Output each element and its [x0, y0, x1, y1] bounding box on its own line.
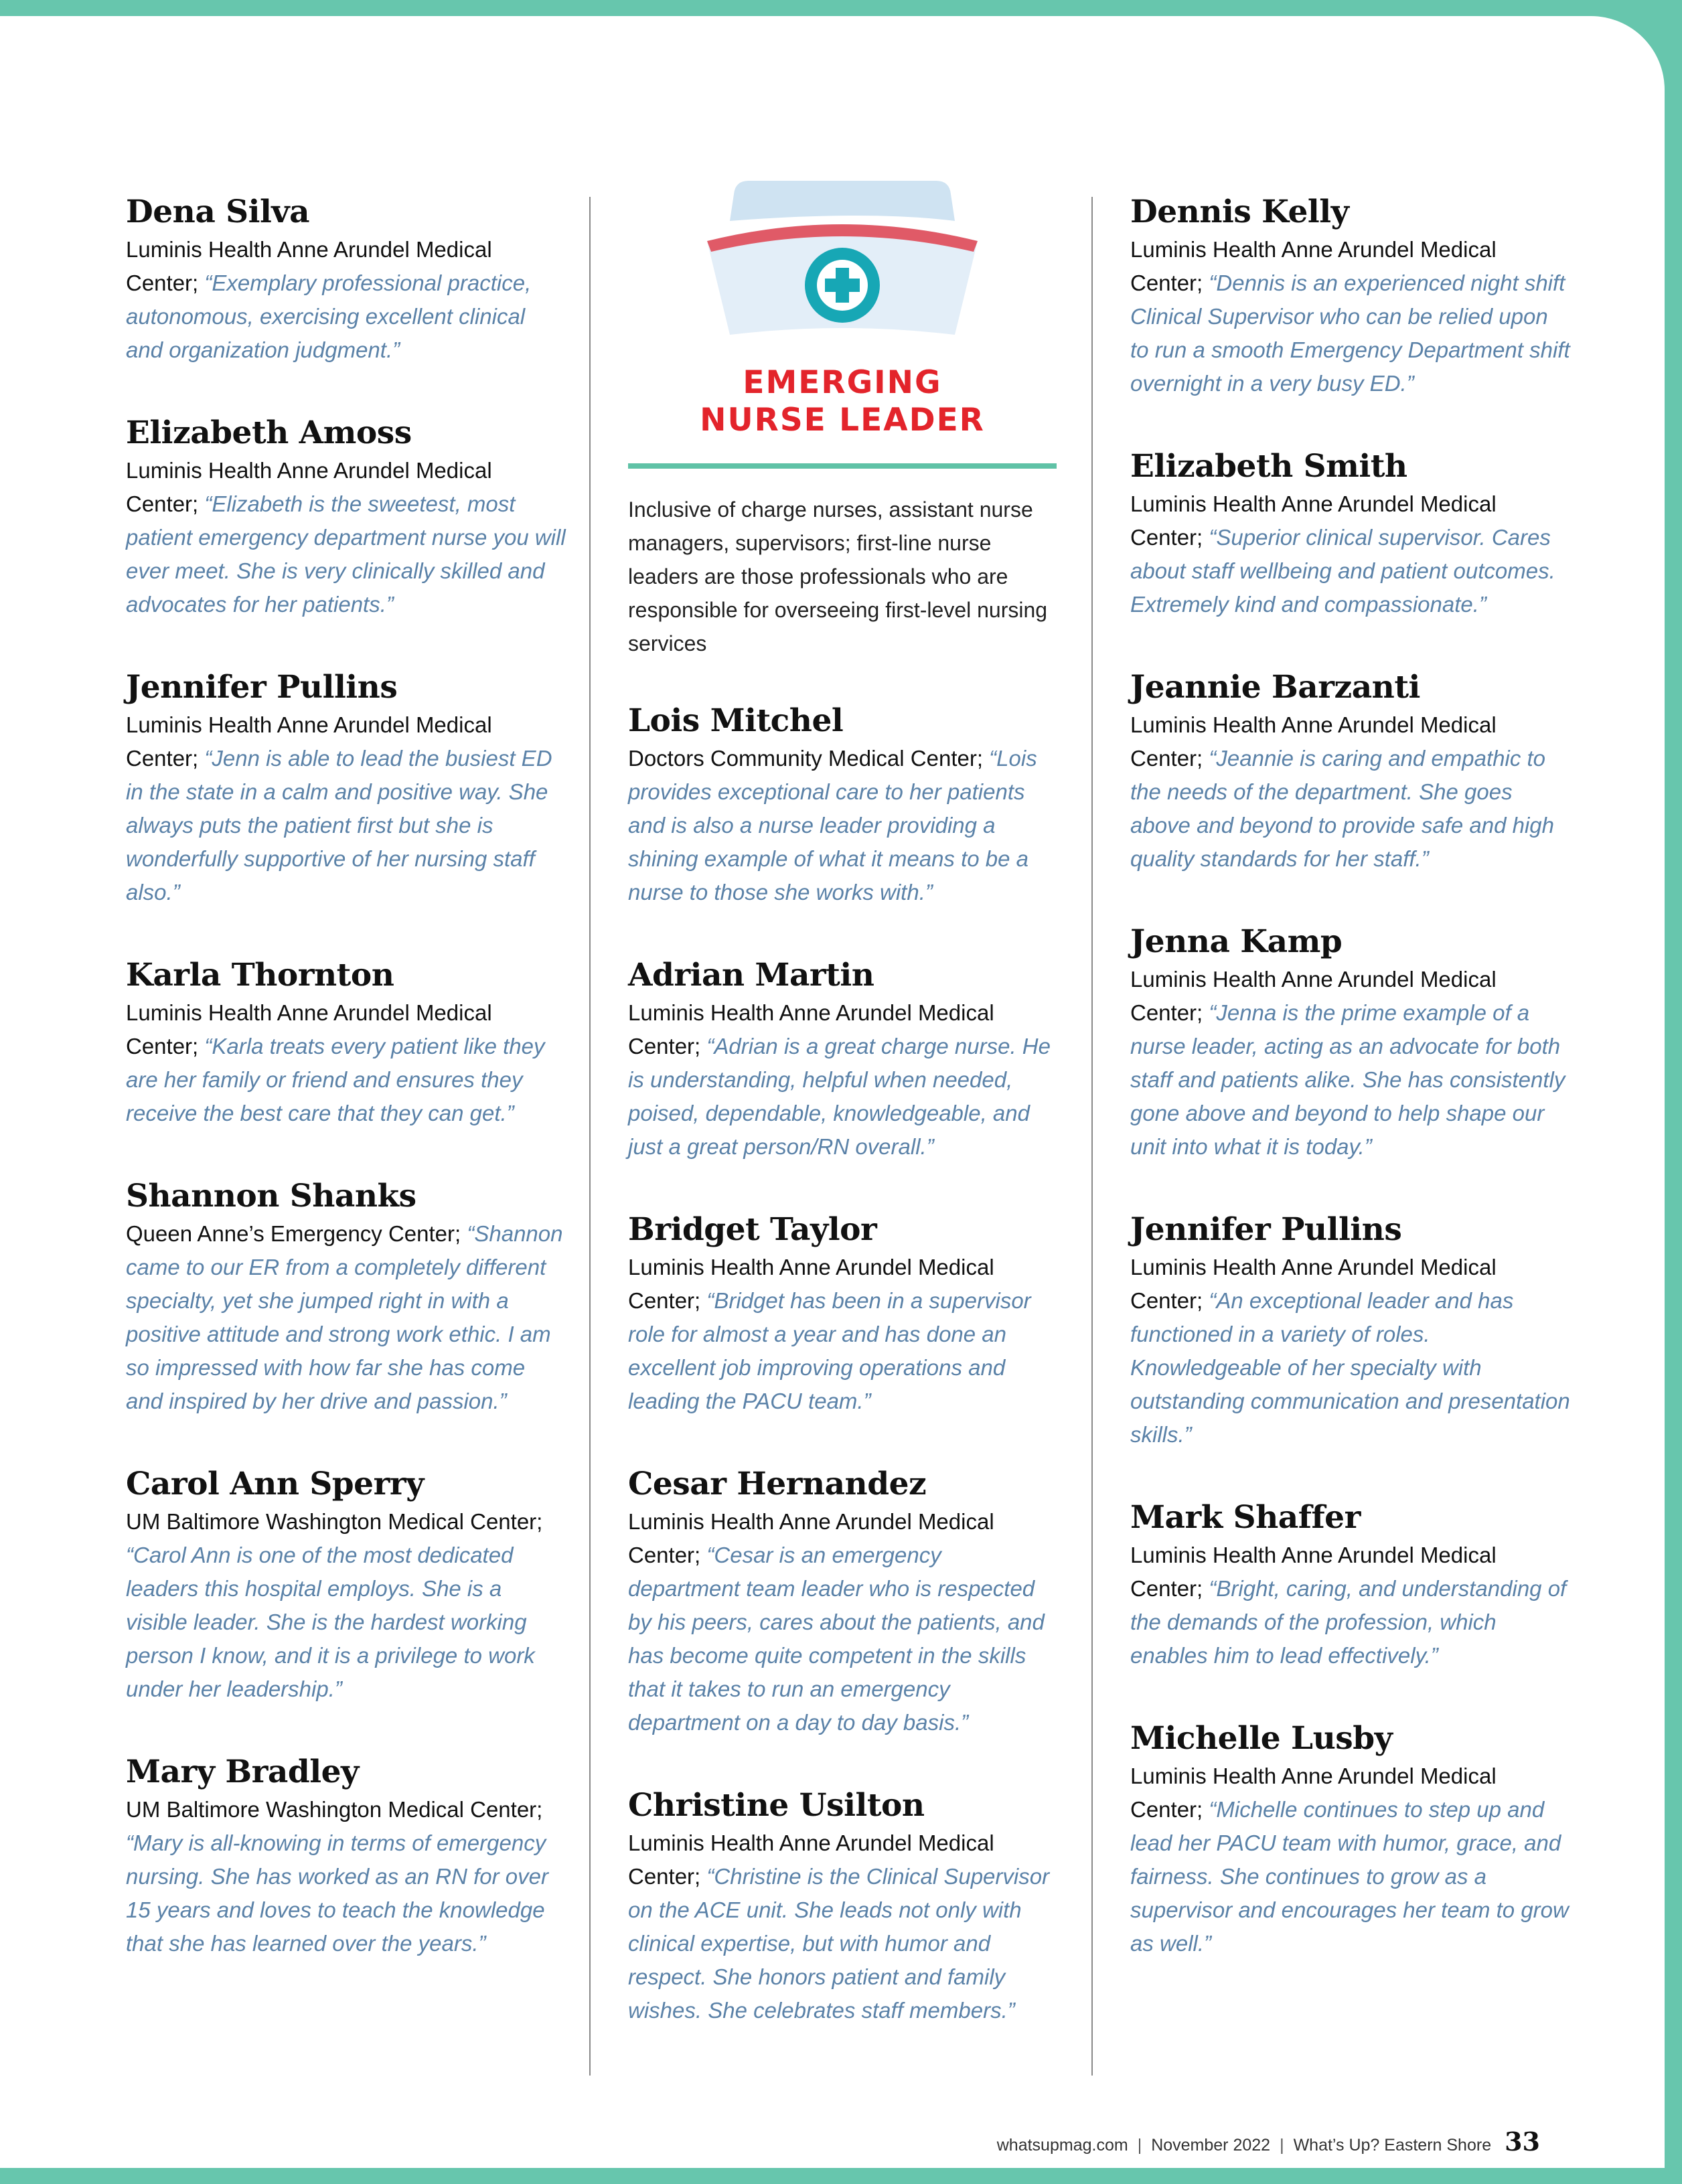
- nominee-entry: [1130, 921, 1572, 1164]
- section-heading-line2: NURSE LEADER: [700, 402, 985, 439]
- column-divider-left: [589, 197, 591, 2076]
- section-heading: [628, 364, 1057, 439]
- page-footer: [997, 2126, 1540, 2157]
- nominee-quote: “Mary is all-knowing in terms of emergency nursing. She has worked as an RN for over 15 years and loves to teach the knowledge that she has learned over the years.”: [126, 1830, 548, 1956]
- nominee-name: Jennifer Pullins: [1130, 1211, 1402, 1248]
- nominee-hospital: Luminis Health Anne Arundel Medical Center;: [1130, 237, 1497, 295]
- left-column: [126, 191, 568, 2006]
- nominee-entry: [1130, 446, 1572, 621]
- nominee-entry: [628, 955, 1057, 1164]
- nominee-name: Carol Ann Sperry: [126, 1466, 424, 1502]
- nominee-entry: [1130, 1209, 1572, 1452]
- nominee-quote: “Cesar is an emergency department team leader who is respected by his peers, cares about the patients, and has become quite competent in the skills that it takes to run an emergency department on a day to day basis.”: [628, 1543, 1045, 1735]
- nominee-quote: “Michelle continues to step up and lead her PACU team with humor, grace, and fairness. She continues to grow as a supervisor and encourages her team to grow as well.”: [1130, 1797, 1569, 1956]
- nominee-quote: “Exemplary professional practice, autonomous, exercising excellent clinical and organization judgment.”: [126, 270, 532, 362]
- nominee-entry: [126, 191, 568, 367]
- magazine-page: [0, 16, 1665, 2168]
- nominee-quote: “Elizabeth is the sweetest, most patient emergency department nurse you will ever meet. She is very clinically skilled and advocates for her patients.”: [126, 491, 566, 617]
- nominee-entry: [126, 1751, 568, 1960]
- nominee-hospital: Doctors Community Medical Center;: [628, 746, 983, 771]
- nominee-name: Elizabeth Smith: [1130, 448, 1407, 485]
- nominee-entry: [126, 1176, 568, 1418]
- nominee-quote: “Adrian is a great charge nurse. He is understanding, helpful when needed, poised, dependable, knowledgeable, and just a great person/RN overall.”: [628, 1034, 1051, 1159]
- footer-date: November 2022: [1151, 2136, 1271, 2155]
- nominee-entry: [126, 955, 568, 1130]
- nominee-hospital: Luminis Health Anne Arundel Medical Center;: [628, 1255, 994, 1313]
- nominee-hospital: Luminis Health Anne Arundel Medical Center;: [1130, 1255, 1497, 1313]
- nominee-quote: “Carol Ann is one of the most dedicated leaders this hospital employs. She is a visible leader. She is the hardest working person I know, and it is a privilege to work under her leadership.”: [126, 1543, 535, 1701]
- nominee-hospital: Luminis Health Anne Arundel Medical Center;: [628, 1830, 994, 1889]
- nominee-entry: [1130, 1718, 1572, 1960]
- nominee-name: Elizabeth Amoss: [126, 414, 412, 451]
- footer-separator: |: [1280, 2136, 1284, 2155]
- nominee-entry: [1130, 667, 1572, 876]
- nominee-name: Jeannie Barzanti: [1130, 669, 1420, 706]
- nominee-quote: “Christine is the Clinical Supervisor on the ACE unit. She leads not only with clinical expertise, but with humor and respect. She honors patient and family wishes. She celebrates staff members.”: [628, 1864, 1050, 2023]
- section-heading-line1: EMERGING: [743, 364, 942, 401]
- section-intro: Inclusive of charge nurses, assistant nurse managers, supervisors; first-line nurse leaders are those professionals who are responsible for overseeing first-level nursing services: [628, 497, 1048, 655]
- nominee-quote: “Bridget has been in a supervisor role for almost a year and has done an excellent job improving operations and leading the PACU team.”: [628, 1288, 1031, 1413]
- nominee-quote: “Dennis is an experienced night shift Clinical Supervisor who can be relied upon to run a smooth Emergency Department shift overnight in a very busy ED.”: [1130, 270, 1570, 396]
- footer-separator: |: [1137, 2136, 1142, 2155]
- nominee-name: Dena Silva: [126, 193, 310, 230]
- nominee-name: Shannon Shanks: [126, 1178, 416, 1215]
- column-divider-right: [1091, 197, 1093, 2076]
- nominee-quote: “Shannon came to our ER from a completely different specialty, yet she jumped right in with a positive attitude and strong work ethic. I am so impressed with how far she has come and inspired by her drive and passion.”: [126, 1221, 563, 1413]
- nominee-hospital: UM Baltimore Washington Medical Center;: [126, 1797, 543, 1822]
- nominee-hospital: Luminis Health Anne Arundel Medical Center;: [126, 237, 492, 295]
- nominee-hospital: Luminis Health Anne Arundel Medical Center;: [126, 1000, 492, 1059]
- nominee-quote: “An exceptional leader and has functioned in a variety of roles. Knowledgeable of her specialty with outstanding communication and presentation skills.”: [1130, 1288, 1570, 1447]
- nominee-name: Bridget Taylor: [628, 1211, 877, 1248]
- nominee-entry: [126, 1464, 568, 1706]
- nominee-entry: [628, 1785, 1057, 2027]
- nurse-hat-illustration: [628, 143, 1057, 364]
- nominee-hospital: Luminis Health Anne Arundel Medical Center;: [1130, 967, 1497, 1025]
- nominee-name: Mark Shaffer: [1130, 1499, 1361, 1536]
- nominee-name: Adrian Martin: [628, 957, 874, 994]
- nominee-quote: “Karla treats every patient like they are her family or friend and ensures they receive the best care that they can get.”: [126, 1034, 545, 1125]
- nominee-hospital: UM Baltimore Washington Medical Center;: [126, 1509, 543, 1534]
- nurse-cap-icon: [695, 167, 990, 355]
- nominee-hospital: Luminis Health Anne Arundel Medical Center;: [126, 458, 492, 516]
- nominee-hospital: Luminis Health Anne Arundel Medical Center;: [1130, 491, 1497, 550]
- nominee-entry: [628, 1209, 1057, 1418]
- nominee-name: Jenna Kamp: [1130, 923, 1343, 960]
- nominee-entry: [628, 1464, 1057, 1739]
- nominee-quote: “Superior clinical supervisor. Cares about staff wellbeing and patient outcomes. Extremely kind and compassionate.”: [1130, 525, 1555, 617]
- nominee-name: Karla Thornton: [126, 957, 394, 994]
- page-number: 33: [1505, 2126, 1540, 2157]
- nominee-name: Christine Usilton: [628, 1787, 925, 1824]
- nominee-entry: [126, 412, 568, 621]
- footer-publication: What’s Up? Eastern Shore: [1293, 2136, 1492, 2155]
- nominee-hospital: Luminis Health Anne Arundel Medical Center;: [1130, 1764, 1497, 1822]
- nominee-quote: “Bright, caring, and understanding of the demands of the profession, which enables him to lead effectively.”: [1130, 1576, 1567, 1668]
- middle-column: [628, 143, 1057, 2073]
- nominee-quote: “Jenn is able to lead the busiest ED in the state in a calm and positive way. She always puts the patient first but she is wonderfully supportive of her nursing staff also.”: [126, 746, 552, 905]
- heading-rule: [628, 463, 1057, 469]
- nominee-name: Jennifer Pullins: [126, 669, 398, 706]
- right-column: [1130, 191, 1572, 2006]
- nominee-name: Mary Bradley: [126, 1753, 359, 1790]
- nominee-hospital: Queen Anne’s Emergency Center;: [126, 1221, 461, 1246]
- nominee-hospital: Luminis Health Anne Arundel Medical Center;: [1130, 712, 1497, 771]
- nominee-entry: [628, 700, 1057, 909]
- nominee-entry: [1130, 191, 1572, 400]
- footer-site-link[interactable]: whatsupmag.com: [996, 2136, 1128, 2155]
- nominee-quote: “Jenna is the prime example of a nurse leader, acting as an advocate for both staff and patients alike. She has consistently gone above and beyond to help shape our unit into what it is today.”: [1130, 1000, 1565, 1159]
- nominee-name: Lois Mitchel: [628, 702, 844, 739]
- nominee-hospital: Luminis Health Anne Arundel Medical Center;: [628, 1509, 994, 1567]
- nominee-hospital: Luminis Health Anne Arundel Medical Center;: [628, 1000, 994, 1059]
- nominee-entry: [126, 667, 568, 909]
- nominee-name: Cesar Hernandez: [628, 1466, 927, 1502]
- nominee-quote: “Jeannie is caring and empathic to the needs of the department. She goes above and beyond to provide safe and high quality standards for her staff.”: [1130, 746, 1554, 871]
- nominee-hospital: Luminis Health Anne Arundel Medical Center;: [1130, 1543, 1497, 1601]
- nominee-entry: [1130, 1497, 1572, 1672]
- nominee-name: Dennis Kelly: [1130, 193, 1349, 230]
- nominee-hospital: Luminis Health Anne Arundel Medical Center;: [126, 712, 492, 771]
- nominee-quote: “Lois provides exceptional care to her patients and is also a nurse leader providing a shining example of what it means to be a nurse to those she works with.”: [628, 746, 1037, 905]
- nominee-name: Michelle Lusby: [1130, 1720, 1393, 1757]
